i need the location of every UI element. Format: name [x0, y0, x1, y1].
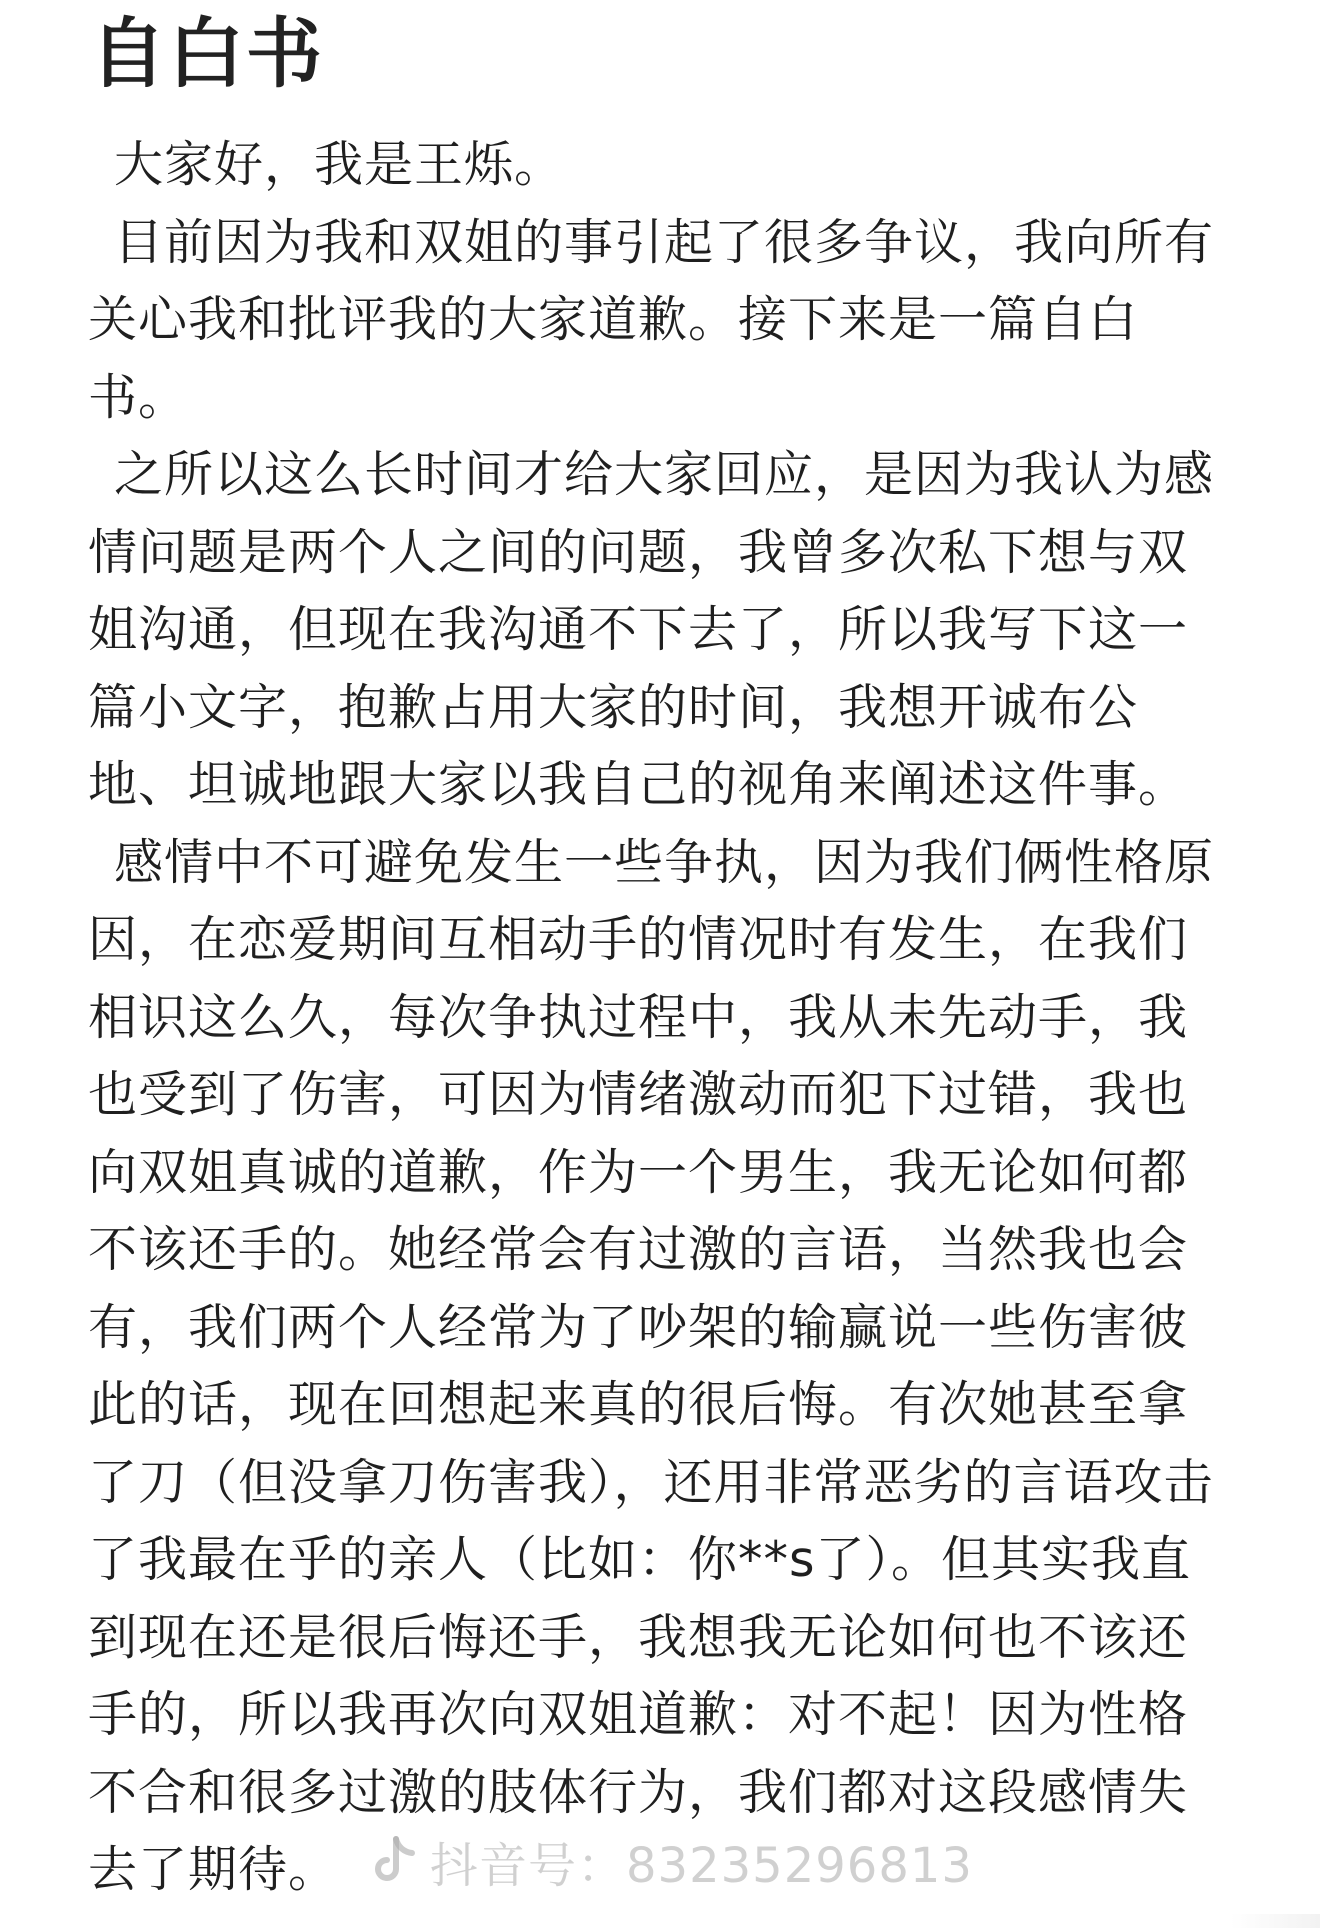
document-line: 因，在恋爱期间互相动手的情况时有发生，在我们	[88, 911, 1189, 968]
document-body	[88, 126, 1248, 1909]
document-line: 相识这么久，每次争执过程中，我从未先动手，我	[88, 988, 1189, 1046]
document-line: 不合和很多过激的肢体行为，我们都对这段感情失	[88, 1763, 1189, 1821]
document-line: 姐沟通，但现在我沟通不下去了，所以我写下这一	[88, 601, 1189, 658]
document-line: 大家好，我是王烁。	[114, 136, 565, 193]
document-line: 不该还手的。她经常会有过激的言语，当然我也会	[88, 1221, 1189, 1278]
document-line: 书。	[88, 368, 189, 426]
document-line: 情问题是两个人之间的问题，我曾多次私下想与双	[88, 523, 1189, 581]
document-line: 感情中不可避免发生一些争执，因为我们俩性格原	[114, 833, 1215, 891]
document-line: 了我最在乎的亲人（比如：你**s了）。但其实我直	[88, 1531, 1192, 1588]
document-line: 也受到了伤害，可因为情绪激动而犯下过错，我也	[88, 1066, 1189, 1123]
document-line: 到现在还是很后悔还手，我想我无论如何也不该还	[88, 1608, 1189, 1666]
document-line: 目前因为我和双姐的事引起了很多争议，我向所有	[114, 213, 1215, 271]
document-line: 此的话，现在回想起来真的很后悔。有次她甚至拿	[88, 1376, 1189, 1433]
document-line: 有，我们两个人经常为了吵架的输赢说一些伤害彼	[88, 1298, 1189, 1356]
document-line: 关心我和批评我的大家道歉。接下来是一篇自白	[88, 291, 1139, 348]
watermark-text: 抖音号：83235296813	[430, 1837, 973, 1894]
document-line: 篇小文字，抱歉占用大家的时间，我想开诚布公	[88, 678, 1139, 736]
document-line: 之所以这么长时间才给大家回应，是因为我认为感	[114, 446, 1215, 503]
document-line: 向双姐真诚的道歉，作为一个男生，我无论如何都	[88, 1143, 1189, 1201]
document-line: 手的，所以我再次向双姐道歉：对不起！因为性格	[88, 1686, 1189, 1743]
document-line: 去了期待。	[88, 1841, 339, 1898]
document-line: 了刀（但没拿刀伤害我），还用非常恶劣的言语攻击	[88, 1453, 1214, 1511]
document-line: 地、坦诚地跟大家以我自己的视角来阐述这件事。	[88, 756, 1189, 813]
document-title: 自白书	[90, 9, 324, 98]
corner-divider	[1230, 1914, 1320, 1928]
